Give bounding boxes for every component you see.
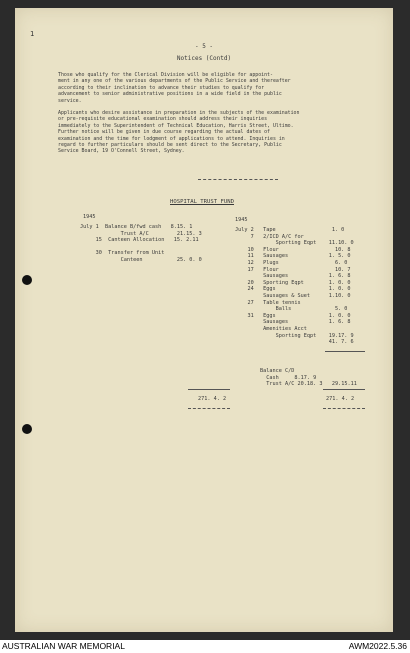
payments-column: July 2 Tape 1. 0 7 2/ICD A/C for Sporting Eqpt 11.10. 0 10 Flour 10. 8 11 Sausages 1. 5. 0 12 Plugs 6. 0 17 Flour 10. 7 Sausages 1. 6. 8 20 Sporting Eqpt 1. 0. 0 24 Eggs 1. 0. 0 Sausages & Suet 1.10. 0 27 Table tennis Balls 5. 0 31 Eggs 1. 0. 0 Sausages 1. 6. 8 Amenities Acct Sporting Eqpt 19.17. 9 41. 7. 6 bbox=[235, 227, 354, 346]
right-total-rule bbox=[323, 389, 365, 390]
receipts-column: July 1 Balance B/fwd cash 8.15. 1 Trust A/C 21.15. 3 15 Canteen Allocation 15. 2.11 30 Transfer from Unit Canteen 25. 0. 0 bbox=[80, 224, 202, 263]
left-year: 1945 bbox=[83, 214, 96, 220]
margin-mark: 1 bbox=[30, 30, 35, 38]
notice-paragraph-2: Applicants who desire assistance in preparation in the subjects of the examination or pre-requisite educational examination should address their inquiries immediately to the Superintendent of Technical Education, Harris Street, Ultimo. Further notice will be given in due course regarding the actual dates of examination and the time for lodgment of applications to attend. Inquiries in regard to further particulars should be sent direct to the Secretary, Public Service Board, 19 O'Connell Street, Sydney. bbox=[58, 110, 300, 155]
notices-heading: Notices (Contd) bbox=[176, 55, 232, 62]
notice-paragraph-1: Those who qualify for the Clerical Division will be eligible for appoint- ment in any one of the various departments of the Public Service and thereafter according to their inclination to advance their studies to qualify for advancement to senior administrative positions in a wide field in the public service. bbox=[58, 72, 291, 104]
fund-title: HOSPITAL TRUST FUND bbox=[170, 199, 234, 205]
left-total: 271. 4. 2 bbox=[198, 396, 227, 402]
footer-accession-number: AWM2022.5.36 bbox=[348, 641, 407, 651]
left-double-rule bbox=[188, 408, 230, 409]
right-double-rule bbox=[323, 408, 365, 409]
left-total-rule bbox=[188, 389, 230, 390]
section-divider bbox=[198, 179, 278, 180]
right-total: 271. 4. 2 bbox=[326, 396, 355, 402]
balance-carried-down: Balance C/D Cash 8.17. 9 Trust A/C 20.18. 3 29.15.11 bbox=[260, 368, 357, 388]
page-number: - 5 - bbox=[194, 43, 214, 50]
footer-bar bbox=[0, 640, 410, 653]
punch-hole bbox=[22, 424, 32, 434]
footer-institution: AUSTRALIAN WAR MEMORIAL bbox=[2, 641, 125, 651]
punch-hole bbox=[22, 275, 32, 285]
right-year: 1945 bbox=[235, 217, 248, 223]
subtotal-rule bbox=[325, 351, 365, 352]
